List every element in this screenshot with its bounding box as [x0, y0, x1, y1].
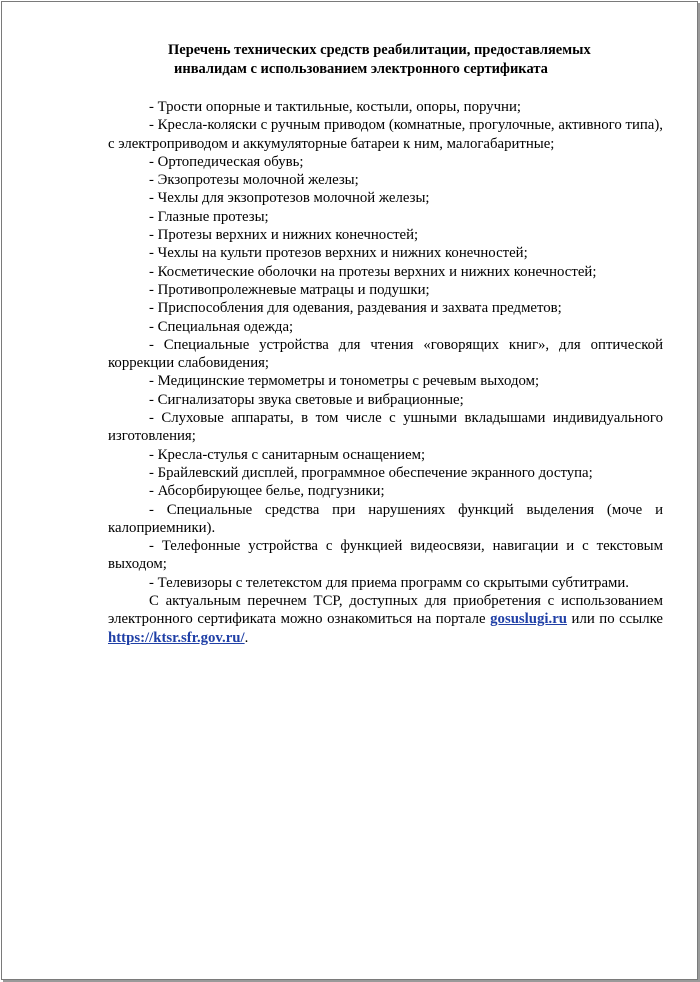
list-item: - Специальная одежда;	[149, 318, 294, 335]
title-line-2: инвалидам с использованием электронного сертификата	[174, 61, 548, 77]
list-item: - Протезы верхних и нижних конечностей;	[149, 227, 419, 244]
list-item: - Телевизоры с телетекстом для приема программ со скрытыми субтитрами.	[149, 574, 630, 591]
closing-text-middle: или по ссылке	[567, 611, 663, 628]
gosuslugi-link[interactable]: gosuslugi.ru	[490, 611, 568, 628]
list-item: - Трости опорные и тактильные, костыли, опоры, поручни;	[149, 99, 521, 115]
list-item: - Кресла-коляски с ручным приводом (комнатные, прогулочные, активного типа), с электроприводом и аккумуляторные батареи к ним, малогабаритные;	[108, 117, 663, 152]
list-item: - Телефонные устройства с функцией видеосвязи, навигации и с текстовым выходом;	[108, 538, 663, 573]
title-line-1: Перечень технических средств реабилитации, предоставляемых	[168, 42, 591, 58]
list-item: - Специальные устройства для чтения «говорящих книг», для оптической коррекции слабовидения;	[108, 336, 663, 372]
list-item: - Кресла-стулья с санитарным оснащением;	[149, 446, 426, 463]
list-item: - Сигнализаторы звука световые и вибрационные;	[149, 391, 464, 408]
list-item: - Брайлевский дисплей, программное обеспечение экранного доступа;	[149, 464, 593, 481]
document-title	[168, 41, 658, 79]
list-item: - Слуховые аппараты, в том числе с ушными вкладышами индивидуального изготовления;	[108, 410, 663, 445]
list-item: - Глазные протезы;	[149, 208, 269, 225]
document-body	[108, 98, 663, 647]
list-item: - Чехлы на культи протезов верхних и нижних конечностей;	[149, 245, 528, 262]
list-item: - Чехлы для экзопротезов молочной железы;	[149, 190, 430, 207]
list-item: - Приспособления для одевания, раздевания и захвата предметов;	[149, 300, 562, 317]
list-item: - Абсорбирующее белье, подгузники;	[149, 483, 385, 500]
list-item: - Противопролежневые матрацы и подушки;	[149, 281, 430, 298]
list-item: - Косметические оболочки на протезы верхних и нижних конечностей;	[149, 263, 597, 280]
closing-paragraph	[108, 592, 663, 647]
ktsr-link[interactable]: https://ktsr.sfr.gov.ru/	[108, 629, 245, 646]
list-item: - Медицинские термометры и тонометры с речевым выходом;	[149, 373, 540, 390]
list-item: - Экзопротезы молочной железы;	[149, 172, 359, 189]
document-page	[1, 1, 698, 980]
list-item: - Специальные средства при нарушениях функций выделения (моче и калоприемники).	[108, 501, 663, 536]
closing-text: С актуальным перечнем ТСР, доступных для приобретения с использованием электронного сертификата можно ознакомиться на портале	[108, 593, 663, 628]
closing-text-end: .	[244, 629, 249, 646]
list-item: - Ортопедическая обувь;	[149, 153, 304, 170]
